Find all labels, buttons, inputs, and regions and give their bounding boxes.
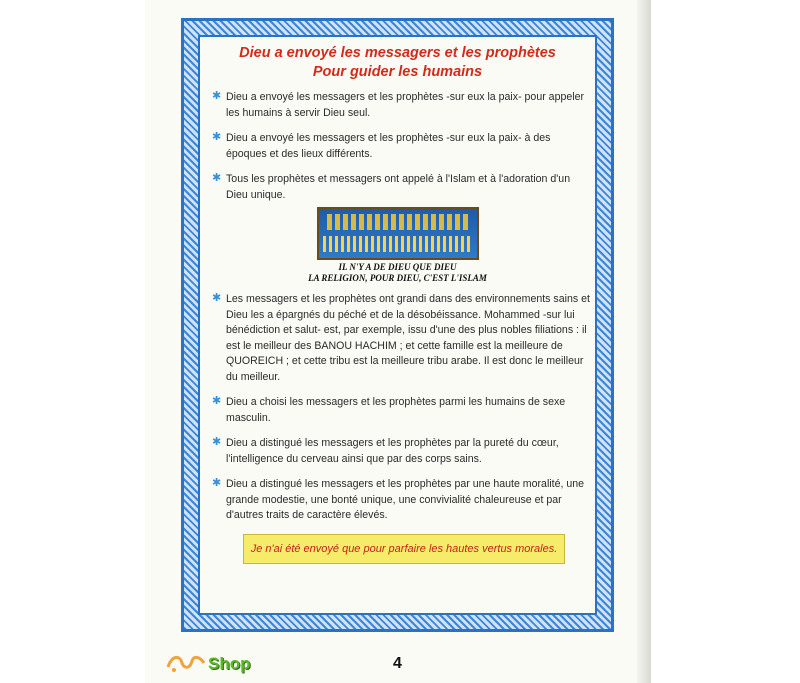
caption-line-2: LA RELIGION, POUR DIEU, C'EST L'ISLAM (308, 273, 487, 283)
title-line-2: Pour guider les humains (312, 64, 483, 80)
page-title (205, 44, 590, 82)
hadith-quote-box (243, 534, 565, 564)
asterisk-bullet-icon: ✱ (212, 436, 222, 448)
page-content (205, 44, 590, 564)
calligraphy-caption (205, 262, 590, 284)
list-item (205, 172, 590, 203)
list-item (205, 292, 590, 385)
page-edge-shadow (637, 0, 651, 683)
quote-text: Je n'ai été envoyé que pour parfaire les hautes vertus morales. (250, 542, 558, 555)
muslimshop-logo (166, 651, 251, 677)
asterisk-bullet-icon: ✱ (212, 477, 222, 489)
item-text: Dieu a choisi les messagers et les prophètes parmi les humains de sexe masculin. (226, 396, 566, 424)
item-text: Dieu a envoyé les messagers et les prophètes -sur eux la paix- à des époques et des lieux différents. (226, 132, 551, 160)
asterisk-bullet-icon: ✱ (212, 131, 222, 143)
page-number: 4 (393, 655, 402, 672)
asterisk-bullet-icon: ✱ (212, 172, 222, 184)
list-item (205, 90, 590, 121)
list-item (205, 131, 590, 162)
list-item (205, 477, 590, 524)
item-text: Tous les prophètes et messagers ont appelé à l'Islam et à l'adoration d'un Dieu unique. (226, 173, 571, 201)
item-text: Les messagers et les prophètes ont grandi dans des environnements sains et Dieu les a épargnés du péché et de la désobéissance. Mohammed -sur lui bénédiction et salut- est, par exemple, issu d'une des plus nobles filiations : il est le meilleur des BANOU HACHIM ; et cette famille est la meilleure de QUOREICH ; et cette tribu est la meilleure tribu arabe. Il est donc le meilleur du meilleur. (226, 293, 590, 383)
asterisk-bullet-icon: ✱ (212, 90, 222, 102)
calligraphy-line-2 (323, 236, 473, 252)
asterisk-bullet-icon: ✱ (212, 292, 222, 304)
logo-swirl-icon (166, 653, 206, 675)
list-item (205, 436, 590, 467)
calligraphy-line-1 (327, 214, 469, 230)
caption-line-1: IL N'Y A DE DIEU QUE DIEU (338, 262, 457, 272)
list-item (205, 395, 590, 426)
item-text: Dieu a distingué les messagers et les prophètes par une haute moralité, une grande modestie, une bonté unique, une convivialité chaleureuse et par d'autres traits de caractère élevés. (226, 478, 585, 521)
logo-text: Shop (208, 654, 251, 673)
asterisk-bullet-icon: ✱ (212, 395, 222, 407)
item-text: Dieu a envoyé les messagers et les prophètes -sur eux la paix- pour appeler les humains à servir Dieu seul. (226, 91, 585, 119)
title-line-1: Dieu a envoyé les messagers et les prophètes (239, 45, 556, 61)
item-text: Dieu a distingué les messagers et les prophètes par la pureté du cœur, l'intelligence du cerveau ainsi que par des corps sains. (226, 437, 559, 465)
arabic-calligraphy-image (317, 207, 479, 260)
